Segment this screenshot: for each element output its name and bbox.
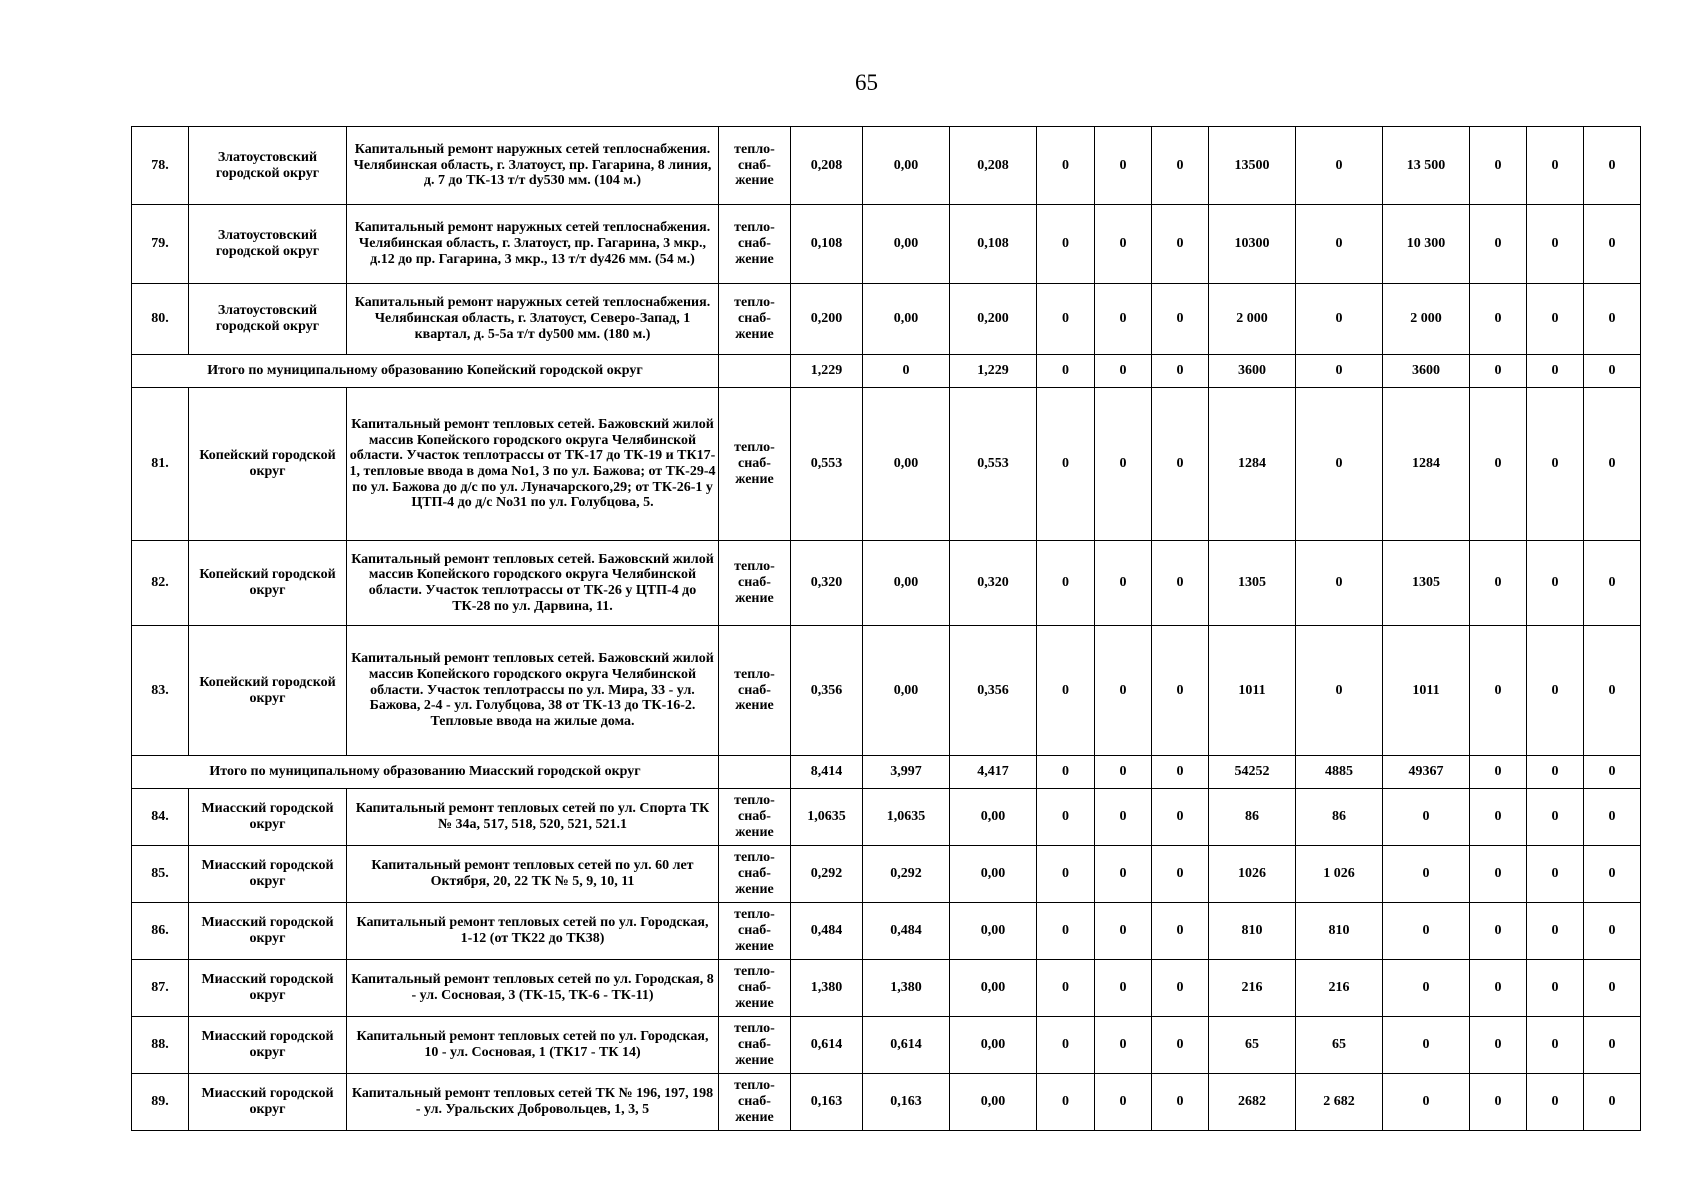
value-cell: 0	[1584, 626, 1641, 756]
value-cell: 1284	[1383, 388, 1470, 541]
value-cell: 0	[1584, 388, 1641, 541]
value-cell: 0,484	[791, 903, 863, 960]
description-cell: Капитальный ремонт тепловых сетей. Бажовский жилой массив Копейского городского округа Челябинской области. Участок теплотрассы от ТК-17 до ТК-19 и ТК17-1, тепловые ввода в дома No1, 3 по ул. Бажова; от ТК-29-4 по ул. Бажова до д/с по ул. Луначарского,29; от ТК-26-1 у ЦТП-4 до д/с No31 по ул. Голубцова, 5.	[347, 388, 719, 541]
description-cell: Капитальный ремонт тепловых сетей. Бажовский жилой массив Копейского городского округа Челябинской области. Участок теплотрассы по ул. Мира, 33 - ул. Бажова, 2-4 - ул. Голубцова, 38 от ТК-13 до ТК-16-2. Тепловые ввода на жилые дома.	[347, 626, 719, 756]
value-cell: 0,108	[791, 205, 863, 284]
value-cell: 0	[1152, 388, 1209, 541]
value-cell: 0	[1527, 1017, 1584, 1074]
value-cell: 0	[1470, 846, 1527, 903]
description-cell: Капитальный ремонт тепловых сетей по ул. Городская, 8 - ул. Сосновая, 3 (ТК-15, ТК-6 - ТК-11)	[347, 960, 719, 1017]
value-cell: 86	[1209, 789, 1296, 846]
value-cell: 0,00	[863, 626, 950, 756]
value-cell: 0	[1152, 541, 1209, 626]
value-cell: 2 000	[1209, 284, 1296, 355]
value-cell: 0	[1095, 205, 1152, 284]
value-cell: 0	[1584, 205, 1641, 284]
supply-type-cell: тепло-снаб-жение	[719, 1017, 791, 1074]
value-cell: 0	[1470, 1074, 1527, 1131]
value-cell: 13500	[1209, 127, 1296, 205]
value-cell: 0	[1296, 541, 1383, 626]
value-cell: 0	[1584, 284, 1641, 355]
value-cell: 1,380	[791, 960, 863, 1017]
value-cell: 0	[1470, 127, 1527, 205]
value-cell: 0	[1470, 903, 1527, 960]
value-cell: 0	[1584, 1017, 1641, 1074]
supply-type-cell: тепло-снаб-жение	[719, 789, 791, 846]
table-row	[132, 127, 1641, 205]
description-cell: Капитальный ремонт наружных сетей теплоснабжения. Челябинская область, г. Златоуст, пр. Гагарина, 3 мкр., д.12 до пр. Гагарина, 3 мкр., 13 т/т dy426 мм. (54 м.)	[347, 205, 719, 284]
value-cell: 216	[1296, 960, 1383, 1017]
value-cell: 2 682	[1296, 1074, 1383, 1131]
description-cell: Капитальный ремонт наружных сетей теплоснабжения. Челябинская область, г. Златоуст, Северо-Запад, 1 квартал, д. 5-5а т/т dy500 мм. (180 м.)	[347, 284, 719, 355]
value-cell: 0	[1527, 846, 1584, 903]
value-cell: 0	[1095, 903, 1152, 960]
value-cell: 0	[1095, 960, 1152, 1017]
capital-repair-table	[131, 126, 1641, 1131]
value-cell: 0	[1296, 127, 1383, 205]
value-cell: 0	[1527, 127, 1584, 205]
supply-type-cell: тепло-снаб-жение	[719, 205, 791, 284]
value-cell: 0	[1527, 541, 1584, 626]
value-cell: 0	[1470, 960, 1527, 1017]
value-cell: 0	[1095, 846, 1152, 903]
row-number: 86.	[132, 903, 189, 960]
value-cell: 0	[1152, 1017, 1209, 1074]
value-cell: 0	[1527, 205, 1584, 284]
value-cell: 0	[1152, 846, 1209, 903]
table-row	[132, 541, 1641, 626]
table-row	[132, 1017, 1641, 1074]
table-row	[132, 1074, 1641, 1131]
value-cell: 0,320	[791, 541, 863, 626]
value-cell: 0	[1584, 903, 1641, 960]
value-cell: 0	[1095, 756, 1152, 789]
value-cell: 0	[1037, 626, 1095, 756]
value-cell: 0	[1470, 626, 1527, 756]
municipality-cell: Копейский городской округ	[189, 541, 347, 626]
value-cell: 0,553	[791, 388, 863, 541]
value-cell: 1,229	[950, 355, 1037, 388]
value-cell: 0	[1584, 789, 1641, 846]
value-cell: 0	[1296, 205, 1383, 284]
value-cell: 0	[1037, 789, 1095, 846]
description-cell: Капитальный ремонт тепловых сетей ТК № 196, 197, 198 - ул. Уральских Добровольцев, 1, 3, 5	[347, 1074, 719, 1131]
total-row	[132, 756, 1641, 789]
value-cell: 1284	[1209, 388, 1296, 541]
value-cell: 0,00	[863, 541, 950, 626]
empty-cell	[719, 756, 791, 789]
value-cell: 0	[1152, 789, 1209, 846]
table-row	[132, 846, 1641, 903]
value-cell: 0,356	[950, 626, 1037, 756]
value-cell: 54252	[1209, 756, 1296, 789]
municipality-cell: Миасский городской округ	[189, 960, 347, 1017]
value-cell: 10 300	[1383, 205, 1470, 284]
total-label: Итого по муниципальному образованию Копейский городской округ	[132, 355, 719, 388]
value-cell: 0	[1584, 355, 1641, 388]
value-cell: 0	[1584, 960, 1641, 1017]
value-cell: 0	[1152, 960, 1209, 1017]
value-cell: 0,553	[950, 388, 1037, 541]
value-cell: 0	[1037, 1074, 1095, 1131]
value-cell: 0,00	[863, 284, 950, 355]
value-cell: 0	[1037, 960, 1095, 1017]
value-cell: 0	[1037, 355, 1095, 388]
value-cell: 0	[1470, 541, 1527, 626]
value-cell: 8,414	[791, 756, 863, 789]
value-cell: 0	[1470, 205, 1527, 284]
value-cell: 810	[1296, 903, 1383, 960]
municipality-cell: Копейский городской округ	[189, 626, 347, 756]
supply-type-cell: тепло-снаб-жение	[719, 1074, 791, 1131]
value-cell: 0	[1527, 789, 1584, 846]
municipality-cell: Копейский городской округ	[189, 388, 347, 541]
value-cell: 0	[1296, 284, 1383, 355]
value-cell: 0,484	[863, 903, 950, 960]
value-cell: 0,00	[950, 960, 1037, 1017]
description-cell: Капитальный ремонт наружных сетей теплоснабжения. Челябинская область, г. Златоуст, пр. Гагарина, 8 линия, д. 7 до ТК-13 т/т dy530 мм. (104 м.)	[347, 127, 719, 205]
value-cell: 0	[1152, 205, 1209, 284]
value-cell: 0,00	[950, 1074, 1037, 1131]
value-cell: 1,229	[791, 355, 863, 388]
municipality-cell: Златоустовский городской округ	[189, 127, 347, 205]
value-cell: 0	[1383, 1017, 1470, 1074]
value-cell: 810	[1209, 903, 1296, 960]
value-cell: 0,208	[791, 127, 863, 205]
value-cell: 0,292	[863, 846, 950, 903]
supply-type-cell: тепло-снаб-жение	[719, 846, 791, 903]
table-row	[132, 789, 1641, 846]
municipality-cell: Златоустовский городской округ	[189, 205, 347, 284]
value-cell: 0	[1584, 756, 1641, 789]
row-number: 80.	[132, 284, 189, 355]
description-cell: Капитальный ремонт тепловых сетей по ул. Городская, 1-12 (от ТК22 до ТК38)	[347, 903, 719, 960]
value-cell: 10300	[1209, 205, 1296, 284]
value-cell: 0	[1095, 626, 1152, 756]
value-cell: 0	[1527, 388, 1584, 541]
value-cell: 0	[1584, 846, 1641, 903]
value-cell: 0,00	[863, 205, 950, 284]
value-cell: 0	[1152, 1074, 1209, 1131]
value-cell: 4885	[1296, 756, 1383, 789]
value-cell: 0	[1152, 284, 1209, 355]
table-row	[132, 284, 1641, 355]
value-cell: 0,163	[863, 1074, 950, 1131]
description-cell: Капитальный ремонт тепловых сетей по ул. Спорта ТК № 34а, 517, 518, 520, 521, 521.1	[347, 789, 719, 846]
value-cell: 0	[1095, 541, 1152, 626]
total-row	[132, 355, 1641, 388]
value-cell: 3,997	[863, 756, 950, 789]
value-cell: 4,417	[950, 756, 1037, 789]
value-cell: 0	[863, 355, 950, 388]
table-row	[132, 626, 1641, 756]
value-cell: 0,00	[863, 388, 950, 541]
row-number: 87.	[132, 960, 189, 1017]
value-cell: 0	[1527, 626, 1584, 756]
table-row	[132, 903, 1641, 960]
value-cell: 0	[1037, 903, 1095, 960]
value-cell: 0,292	[791, 846, 863, 903]
value-cell: 0	[1470, 756, 1527, 789]
supply-type-cell: тепло-снаб-жение	[719, 388, 791, 541]
value-cell: 0	[1470, 1017, 1527, 1074]
value-cell: 0	[1095, 284, 1152, 355]
value-cell: 86	[1296, 789, 1383, 846]
municipality-cell: Миасский городской округ	[189, 846, 347, 903]
value-cell: 0,163	[791, 1074, 863, 1131]
value-cell: 0	[1527, 284, 1584, 355]
supply-type-cell: тепло-снаб-жение	[719, 903, 791, 960]
value-cell: 3600	[1209, 355, 1296, 388]
value-cell: 2682	[1209, 1074, 1296, 1131]
value-cell: 0	[1152, 756, 1209, 789]
value-cell: 0	[1152, 903, 1209, 960]
value-cell: 0	[1296, 626, 1383, 756]
value-cell: 0,00	[950, 789, 1037, 846]
municipality-cell: Миасский городской округ	[189, 1017, 347, 1074]
value-cell: 0,614	[791, 1017, 863, 1074]
value-cell: 0	[1037, 284, 1095, 355]
empty-cell	[719, 355, 791, 388]
table-row	[132, 960, 1641, 1017]
value-cell: 0,00	[863, 127, 950, 205]
value-cell: 0	[1095, 127, 1152, 205]
row-number: 89.	[132, 1074, 189, 1131]
description-cell: Капитальный ремонт тепловых сетей по ул. Городская, 10 - ул. Сосновая, 1 (ТК17 - ТК 14)	[347, 1017, 719, 1074]
row-number: 84.	[132, 789, 189, 846]
description-cell: Капитальный ремонт тепловых сетей по ул. 60 лет Октября, 20, 22 ТК № 5, 9, 10, 11	[347, 846, 719, 903]
value-cell: 0,00	[950, 846, 1037, 903]
value-cell: 0,108	[950, 205, 1037, 284]
value-cell: 0	[1037, 1017, 1095, 1074]
value-cell: 1 026	[1296, 846, 1383, 903]
value-cell: 0	[1527, 960, 1584, 1017]
supply-type-cell: тепло-снаб-жение	[719, 127, 791, 205]
total-label: Итого по муниципальному образованию Миасский городской округ	[132, 756, 719, 789]
value-cell: 0	[1037, 127, 1095, 205]
value-cell: 2 000	[1383, 284, 1470, 355]
value-cell: 0	[1095, 1074, 1152, 1131]
value-cell: 0	[1383, 903, 1470, 960]
value-cell: 0,00	[950, 903, 1037, 960]
page-number: 65	[855, 70, 878, 95]
municipality-cell: Златоустовский городской округ	[189, 284, 347, 355]
value-cell: 0	[1383, 960, 1470, 1017]
value-cell: 0	[1296, 355, 1383, 388]
row-number: 81.	[132, 388, 189, 541]
value-cell: 0	[1470, 388, 1527, 541]
value-cell: 0	[1584, 541, 1641, 626]
value-cell: 0	[1152, 355, 1209, 388]
value-cell: 3600	[1383, 355, 1470, 388]
value-cell: 0	[1527, 903, 1584, 960]
row-number: 78.	[132, 127, 189, 205]
value-cell: 13 500	[1383, 127, 1470, 205]
value-cell: 0	[1037, 205, 1095, 284]
description-cell: Капитальный ремонт тепловых сетей. Бажовский жилой массив Копейского городского округа Челябинской области. Участок теплотрассы от ТК-26 у ЦТП-4 до ТК-28 по ул. Дарвина, 11.	[347, 541, 719, 626]
row-number: 79.	[132, 205, 189, 284]
value-cell: 0	[1152, 626, 1209, 756]
value-cell: 0	[1470, 789, 1527, 846]
value-cell: 65	[1296, 1017, 1383, 1074]
supply-type-cell: тепло-снаб-жение	[719, 541, 791, 626]
value-cell: 216	[1209, 960, 1296, 1017]
value-cell: 0,208	[950, 127, 1037, 205]
value-cell: 0	[1470, 355, 1527, 388]
table-row	[132, 205, 1641, 284]
value-cell: 0	[1037, 756, 1095, 789]
value-cell: 0	[1037, 388, 1095, 541]
value-cell: 1,0635	[863, 789, 950, 846]
municipality-cell: Миасский городской округ	[189, 1074, 347, 1131]
value-cell: 0	[1527, 1074, 1584, 1131]
supply-type-cell: тепло-снаб-жение	[719, 960, 791, 1017]
value-cell: 0	[1296, 388, 1383, 541]
supply-type-cell: тепло-снаб-жение	[719, 284, 791, 355]
value-cell: 0	[1383, 846, 1470, 903]
row-number: 85.	[132, 846, 189, 903]
value-cell: 0	[1152, 127, 1209, 205]
row-number: 88.	[132, 1017, 189, 1074]
value-cell: 0	[1584, 1074, 1641, 1131]
value-cell: 0	[1470, 284, 1527, 355]
municipality-cell: Миасский городской округ	[189, 789, 347, 846]
value-cell: 0	[1584, 127, 1641, 205]
row-number: 83.	[132, 626, 189, 756]
value-cell: 1305	[1383, 541, 1470, 626]
value-cell: 0	[1095, 388, 1152, 541]
value-cell: 0	[1383, 1074, 1470, 1131]
value-cell: 0	[1037, 846, 1095, 903]
value-cell: 1011	[1383, 626, 1470, 756]
supply-type-cell: тепло-снаб-жение	[719, 626, 791, 756]
value-cell: 1011	[1209, 626, 1296, 756]
row-number: 82.	[132, 541, 189, 626]
value-cell: 1305	[1209, 541, 1296, 626]
value-cell: 0	[1037, 541, 1095, 626]
value-cell: 65	[1209, 1017, 1296, 1074]
value-cell: 0	[1095, 789, 1152, 846]
value-cell: 0,320	[950, 541, 1037, 626]
value-cell: 0,356	[791, 626, 863, 756]
value-cell: 0	[1095, 1017, 1152, 1074]
value-cell: 1,0635	[791, 789, 863, 846]
value-cell: 1,380	[863, 960, 950, 1017]
value-cell: 0	[1383, 789, 1470, 846]
value-cell: 49367	[1383, 756, 1470, 789]
value-cell: 0	[1527, 355, 1584, 388]
value-cell: 0,614	[863, 1017, 950, 1074]
value-cell: 0,200	[791, 284, 863, 355]
value-cell: 0	[1095, 355, 1152, 388]
value-cell: 1026	[1209, 846, 1296, 903]
value-cell: 0	[1527, 756, 1584, 789]
value-cell: 0,200	[950, 284, 1037, 355]
table-row	[132, 388, 1641, 541]
value-cell: 0,00	[950, 1017, 1037, 1074]
municipality-cell: Миасский городской округ	[189, 903, 347, 960]
